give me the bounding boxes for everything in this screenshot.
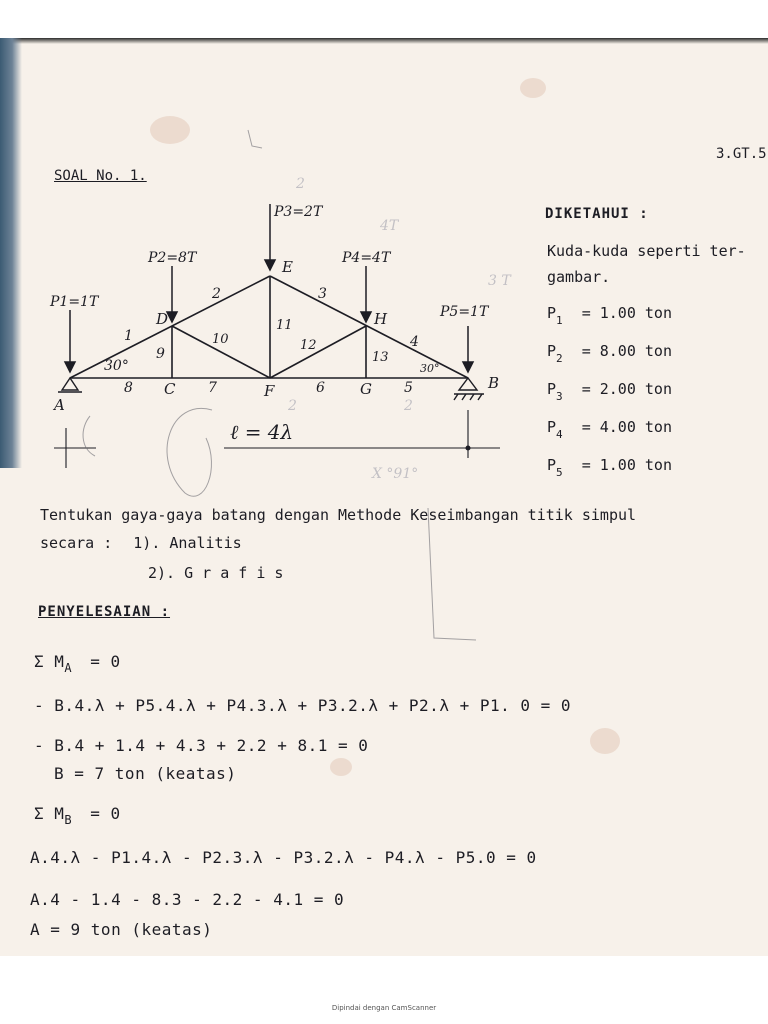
load-value: = 8.00 ton	[581, 342, 672, 360]
question-line1: Tentukan gaya-gaya batang dengan Methode Keseimbangan titik simpul	[40, 506, 637, 524]
node-b: B	[488, 374, 500, 392]
problem-title: SOAL No. 1.	[54, 168, 147, 184]
member-label-2: 2	[212, 286, 221, 302]
svg-text:2: 2	[296, 176, 305, 192]
node-a: A	[54, 396, 65, 414]
load-value: = 2.00 ton	[581, 380, 672, 398]
member-label-10: 10	[212, 332, 229, 347]
member-label-3: 3	[318, 286, 327, 302]
equation-5: A.4 - 1.4 - 8.3 - 2.2 - 4.1 = 0	[30, 890, 345, 909]
sum-symbol: Σ M	[34, 804, 65, 823]
load-subscript: 4	[556, 428, 563, 441]
load-subscript: 1	[556, 314, 563, 327]
solution-heading: PENYELESAIAN :	[38, 604, 171, 620]
node-c: C	[164, 380, 176, 398]
svg-text:4T: 4T	[380, 218, 399, 234]
member-label-4: 4	[410, 334, 419, 350]
load-subscript: 2	[556, 352, 563, 365]
load-label-p4: P4=4T	[342, 250, 391, 266]
moment-subscript: A	[64, 661, 73, 675]
given-desc-line1: Kuda-kuda seperti ter-	[547, 242, 746, 260]
load-value: = 1.00 ton	[581, 456, 672, 474]
load-subscript: 5	[556, 466, 563, 479]
svg-text:3 T: 3 T	[488, 273, 511, 289]
load-label-p5: P5=1T	[440, 304, 489, 320]
given-desc-line2: gambar.	[547, 268, 611, 286]
page-code: 3.GT.5	[716, 146, 767, 162]
member-label-12: 12	[300, 338, 317, 353]
load-subscript: 3	[556, 390, 563, 403]
equation-sum-mb	[34, 804, 121, 827]
member-label-6: 6	[316, 380, 325, 396]
member-label-9: 9	[156, 346, 165, 362]
equation-rhs: = 0	[90, 652, 121, 671]
svg-text:X °91°: X °91°	[372, 466, 419, 482]
node-d: D	[156, 310, 169, 328]
load-value: = 1.00 ton	[581, 304, 672, 322]
equation-2: - B.4 + 1.4 + 4.3 + 2.2 + 8.1 = 0	[34, 736, 369, 755]
given-load-p1	[547, 304, 672, 327]
question-prefix: secara :	[40, 534, 113, 552]
scanner-watermark: Dipindai dengan CamScanner	[331, 1004, 437, 1012]
member-label-7: 7	[208, 380, 217, 396]
equation-1: - B.4.λ + P5.4.λ + P4.3.λ + P3.2.λ + P2.λ + P1. 0 = 0	[34, 696, 572, 715]
node-g: G	[360, 380, 372, 398]
load-value: = 4.00 ton	[581, 418, 672, 436]
load-symbol: P	[547, 456, 557, 474]
question-option-2: 2). G r a f i s	[148, 564, 284, 582]
moment-subscript: B	[64, 813, 73, 827]
given-load-p5	[547, 456, 672, 479]
angle-right: 30°	[420, 362, 440, 375]
angle-left: 30°	[104, 358, 129, 374]
equation-3: B = 7 ton (keatas)	[54, 764, 237, 783]
equation-rhs: = 0	[90, 804, 121, 823]
span-label: ℓ = 4λ	[230, 420, 294, 444]
scanned-page	[0, 38, 768, 956]
member-label-13: 13	[372, 350, 389, 365]
member-label-11: 11	[276, 318, 293, 333]
equation-6: A = 9 ton (keatas)	[30, 920, 213, 939]
truss-members	[70, 276, 468, 378]
load-symbol: P	[547, 342, 557, 360]
question-option-1: 1). Analitis	[133, 534, 242, 552]
node-e: E	[282, 258, 293, 276]
member-12	[270, 326, 366, 378]
faint-notes	[287, 176, 512, 482]
load-symbol: P	[547, 304, 557, 322]
member-label-8: 8	[124, 380, 133, 396]
node-h: H	[374, 310, 388, 328]
load-symbol: P	[547, 380, 557, 398]
member-label-1: 1	[124, 328, 133, 344]
sum-symbol: Σ M	[34, 652, 65, 671]
load-label-p1: P1=1T	[50, 294, 99, 310]
svg-text:2: 2	[404, 398, 413, 414]
node-f: F	[264, 382, 275, 400]
svg-text:2: 2	[288, 398, 297, 414]
equation-sum-ma	[34, 652, 121, 675]
equation-4: A.4.λ - P1.4.λ - P2.3.λ - P3.2.λ - P4.λ - P5.0 = 0	[30, 848, 537, 867]
given-load-p3	[547, 380, 672, 403]
question-line2	[40, 534, 242, 552]
given-load-p2	[547, 342, 672, 365]
member-label-5: 5	[404, 380, 413, 396]
given-load-p4	[547, 418, 672, 441]
load-label-p2: P2=8T	[148, 250, 197, 266]
given-heading: DIKETAHUI :	[545, 206, 649, 222]
load-label-p3: P3=2T	[274, 204, 323, 220]
load-symbol: P	[547, 418, 557, 436]
